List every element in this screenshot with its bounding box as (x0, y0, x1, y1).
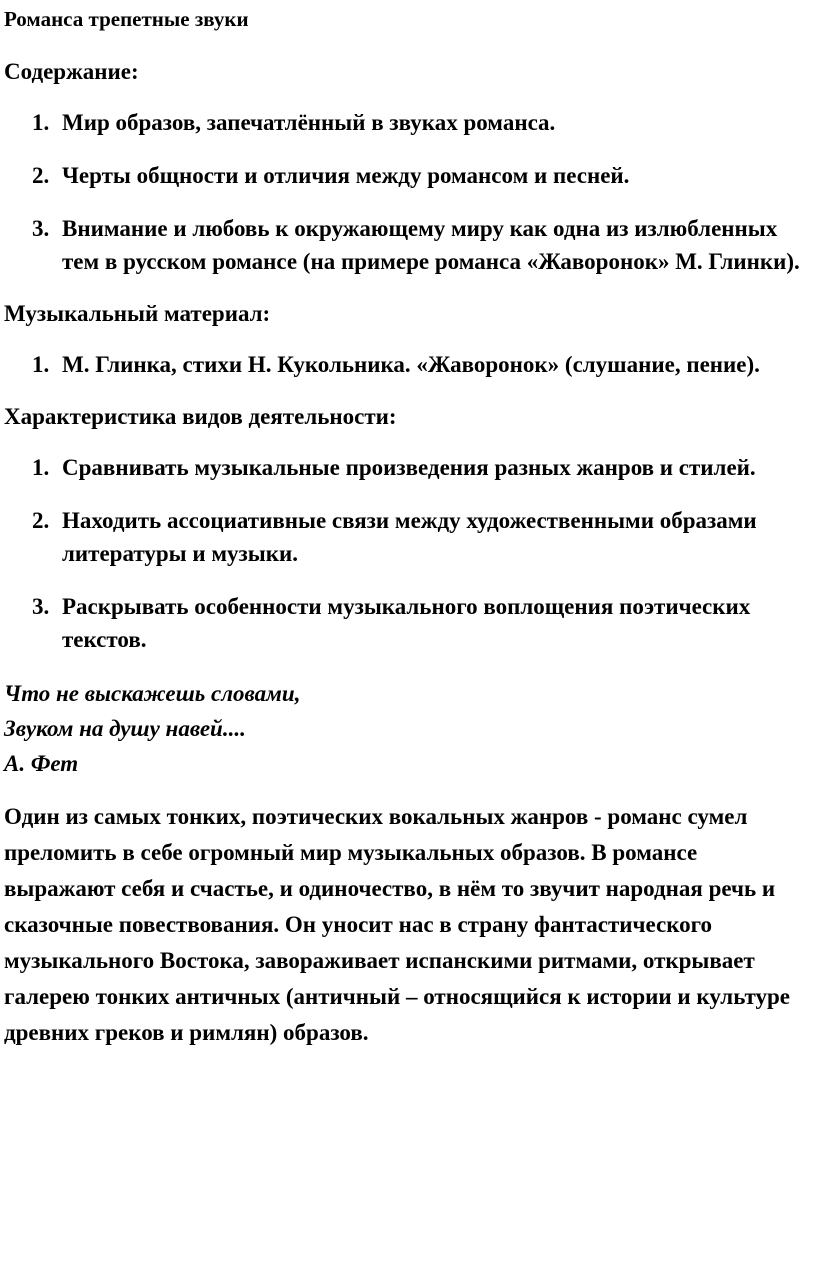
activities-heading: Характеристика видов деятельности: (4, 404, 397, 429)
list-item-text: М. Глинка, стихи Н. Кукольника. «Жаворонок» (слушание, пение). (62, 352, 760, 377)
list-item (4, 451, 812, 484)
list-item-number: 2. (32, 163, 50, 188)
list-item (4, 159, 812, 192)
list-item-text: Сравнивать музыкальные произведения разных жанров и стилей. (62, 455, 756, 480)
epigraph (4, 676, 812, 781)
contents-heading: Содержание: (4, 59, 139, 84)
list-item-number: 1. (32, 455, 50, 480)
list-item-number: 1. (32, 352, 50, 377)
list-item (4, 504, 812, 570)
epigraph-line: Что не выскажешь словами, (4, 681, 301, 706)
list-item (4, 590, 812, 656)
list-item (4, 348, 812, 381)
music-material-heading: Музыкальный материал: (4, 301, 271, 326)
list-item (4, 212, 812, 278)
epigraph-line: Звуком на душу навей.... (4, 716, 246, 741)
list-item-number: 1. (32, 110, 50, 135)
list-item-number: 3. (32, 216, 50, 241)
music-material-list (4, 348, 812, 381)
list-item-text: Раскрывать особенности музыкального воплощения поэтических текстов. (62, 594, 751, 652)
list-item-text: Находить ассоциативные связи между художественными образами литературы и музыки. (62, 508, 757, 566)
epigraph-author: А. Фет (4, 751, 79, 776)
list-item-number: 2. (32, 508, 50, 533)
list-item-text: Мир образов, запечатлённый в звуках романса. (62, 110, 556, 135)
list-item-text: Черты общности и отличия между романсом и песней. (62, 163, 630, 188)
list-item (4, 106, 812, 139)
body-paragraph: Один из самых тонких, поэтических вокальных жанров - романс сумел преломить в себе огромный мир музыкальных образов. В романсе выражают себя и счастье, и одиночество, в нём то звучит народная речь и сказочные повествования. Он уносит нас в страну фантастического музыкального Востока, завораживает испанскими ритмами, открывает галерею тонких античных (античный – относящийся к истории и культуре древних греков и римлян) образов. (4, 804, 790, 1045)
activities-list (4, 451, 812, 656)
document-title: Романса трепетные звуки (4, 7, 249, 31)
list-item-number: 3. (32, 594, 50, 619)
list-item-text: Внимание и любовь к окружающему миру как одна из излюбленных тем в русском романсе (на примере романса «Жаворонок» М. Глинки). (62, 216, 800, 274)
contents-list (4, 106, 812, 278)
